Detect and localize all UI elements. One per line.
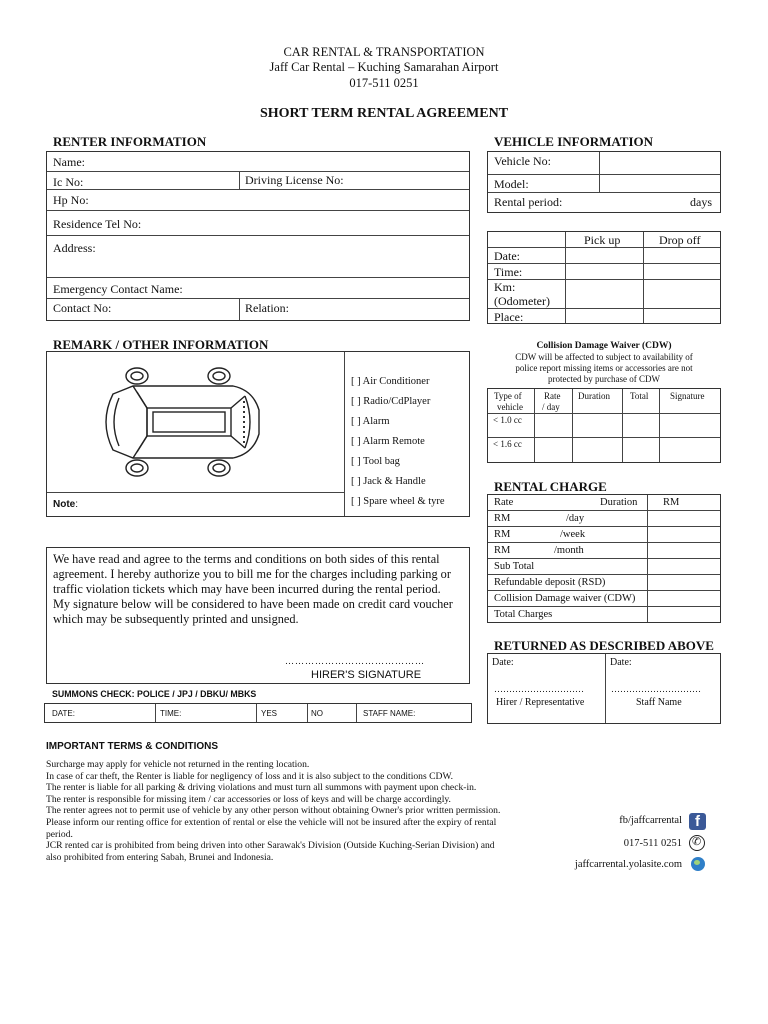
rental-period-field[interactable]: Rental period: <box>494 195 563 209</box>
hp-field[interactable]: Hp No: <box>53 193 89 207</box>
license-field[interactable]: Driving License No: <box>245 173 344 187</box>
page-title: SHORT TERM RENTAL AGREEMENT <box>259 106 509 121</box>
website-link[interactable]: jaffcarrental.yolasite.com <box>574 859 682 870</box>
address-field[interactable]: Address: <box>53 241 96 255</box>
check-spare-wheel[interactable]: [ ] Spare wheel & tyre <box>351 496 445 507</box>
term-6: Please inform our renting office for extention of rental or else the vehicle will not be insured after the expiry of rental <box>46 816 497 828</box>
summons-table <box>44 703 472 723</box>
check-alarm-remote[interactable]: [ ] Alarm Remote <box>351 436 425 447</box>
charge-duration-header: Duration <box>600 497 638 508</box>
charge-cdw: Collision Damage waiver (CDW) <box>494 593 636 604</box>
term-4: The renter is responsible for missing item / car accessories or loss of keys and will be charge accordingly. <box>46 793 451 805</box>
staff-dots[interactable]: ………………………… <box>611 684 701 694</box>
term-1: Surcharge may apply for vehicle not returned in the renting location. <box>46 759 310 770</box>
tel-field[interactable]: Residence Tel No: <box>53 217 142 231</box>
cdw-row-1: < 1.0 cc <box>493 415 522 425</box>
hirer-signature-label: HIRER'S SIGNATURE <box>311 669 422 681</box>
terms-list <box>46 759 500 863</box>
check-radio[interactable]: [ ] Radio/CdPlayer <box>351 396 431 407</box>
charge-month-unit: /month <box>554 545 584 556</box>
charge-day-unit: /day <box>566 513 585 524</box>
check-jack[interactable]: [ ] Jack & Handle <box>351 476 426 487</box>
term-7: period. <box>46 828 73 840</box>
charge-heading: RENTAL CHARGE <box>494 479 607 494</box>
emergency-field[interactable]: Emergency Contact Name: <box>53 282 183 296</box>
cdw-desc-2: police report missing items or accessories are not <box>515 363 693 373</box>
renter-box <box>46 151 470 321</box>
cdw-col-type-1: Type of <box>494 391 522 401</box>
term-8: JCR rented car is prohibited from being driven into other Sarawak's Division (Outside Kuching-Serian Division) and <box>46 840 495 852</box>
ic-field[interactable]: Ic No: <box>53 175 84 189</box>
staff-name-label: Staff Name <box>636 697 682 708</box>
name-field[interactable]: Name: <box>53 155 85 169</box>
charge-deposit: Refundable deposit (RSD) <box>494 577 606 588</box>
summons-date[interactable]: DATE: <box>52 709 75 718</box>
cdw-col-type-2: vehicle <box>497 402 523 412</box>
hirer-dots[interactable]: ………………………… <box>494 684 584 694</box>
facebook-icon[interactable]: f <box>689 813 706 830</box>
cdw-title: Collision Damage Waiver (CDW) <box>536 341 672 351</box>
cdw-col-duration: Duration <box>578 391 610 401</box>
charge-day-rm: RM <box>494 513 511 524</box>
summons-no[interactable]: NO <box>311 709 323 718</box>
summons-time[interactable]: TIME: <box>160 709 182 718</box>
contact-field[interactable]: Contact No: <box>53 301 112 315</box>
cdw-table <box>487 388 721 463</box>
trip-km-label: Km: <box>494 280 516 294</box>
days-label: days <box>690 195 712 209</box>
trip-odometer-label: (Odometer) <box>494 294 550 308</box>
signature-line[interactable]: …………………………………… <box>285 656 425 666</box>
term-5: The renter agrees not to permit use of vehicle by any other person without obtaining Owner's prior written permission. <box>46 805 501 817</box>
company-phone: 017-511 0251 <box>349 76 419 90</box>
trip-table <box>487 231 721 324</box>
phone-icon: ✆ <box>689 835 705 851</box>
vehicle-box <box>487 151 721 213</box>
charge-table <box>487 494 721 623</box>
charge-week-rm: RM <box>494 529 511 540</box>
trip-place-label: Place: <box>494 310 524 324</box>
check-alarm[interactable]: [ ] Alarm <box>351 416 390 427</box>
facebook-handle[interactable]: fb/jaffcarrental <box>619 815 682 826</box>
cdw-col-signature: Signature <box>670 391 705 401</box>
company-name: CAR RENTAL & TRANSPORTATION <box>283 45 485 59</box>
term-9: also prohibited from entering Sabah, Brunei and Indonesia. <box>46 851 274 863</box>
term-3: The renter is liable for all parking & driving violations and must turn all summons with payment upon check-in. <box>46 782 477 794</box>
charge-rm-header: RM <box>663 497 680 508</box>
charge-week-unit: /week <box>560 529 586 540</box>
agreement-box <box>46 547 470 684</box>
check-tool-bag[interactable]: [ ] Tool bag <box>351 456 400 467</box>
trip-time-label: Time: <box>494 265 523 279</box>
charge-total: Total Charges <box>494 609 553 620</box>
returned-date-2[interactable]: Date: <box>610 657 632 668</box>
globe-icon <box>691 857 705 871</box>
returned-date-1[interactable]: Date: <box>492 657 514 668</box>
charge-subtotal: Sub Total <box>494 561 535 572</box>
summons-yes[interactable]: YES <box>261 709 278 718</box>
cdw-desc-3: protected by purchase of CDW <box>548 374 660 384</box>
summons-heading: SUMMONS CHECK: POLICE / JPJ / DBKU/ MBKS <box>52 689 257 699</box>
note-label: Note: <box>53 499 79 510</box>
vehicle-heading: VEHICLE INFORMATION <box>494 134 654 149</box>
cdw-section <box>487 341 721 385</box>
car-diagram-icon <box>93 364 263 482</box>
trip-date-label: Date: <box>494 249 520 263</box>
vehicle-no-field[interactable]: Vehicle No: <box>494 154 551 168</box>
footer-phone[interactable]: 017-511 0251 <box>623 838 682 849</box>
agreement-text: We have read and agree to the terms and conditions on both sides of this rental agreement. I hereby authorize you to bill me for the charges including parking or traffic violation tickets which may have been incurred during the rental period. My signature below will be considered to have been made on credit card voucher which may be subsequently printed and unsigned. <box>53 552 453 626</box>
hirer-representative-label: Hirer / Representative <box>496 697 585 708</box>
remark-heading: REMARK / OTHER INFORMATION <box>53 337 269 352</box>
summons-staff[interactable]: STAFF NAME: <box>363 709 416 718</box>
company-branch: Jaff Car Rental – Kuching Samarahan Airport <box>269 60 499 74</box>
cdw-row-2: < 1.6 cc <box>493 439 522 449</box>
charge-rate-header: Rate <box>494 497 514 508</box>
term-2: In case of car theft, the Renter is liable for negligency of loss and it is also subject to the conditions CDW. <box>46 770 454 782</box>
remark-box <box>46 351 470 517</box>
relation-field[interactable]: Relation: <box>245 301 289 315</box>
cdw-col-rate-2: / day <box>542 402 560 412</box>
model-field[interactable]: Model: <box>494 177 529 191</box>
dropoff-header: Drop off <box>659 233 701 247</box>
check-air-conditioner[interactable]: [ ] Air Conditioner <box>351 376 430 387</box>
returned-box <box>487 653 721 724</box>
renter-heading: RENTER INFORMATION <box>53 134 207 149</box>
cdw-col-rate-1: Rate <box>544 391 561 401</box>
cdw-desc-1: CDW will be affected to subject to availability of <box>515 352 693 362</box>
charge-month-rm: RM <box>494 545 511 556</box>
returned-heading: RETURNED AS DESCRIBED ABOVE <box>494 638 714 653</box>
terms-heading: IMPORTANT TERMS & CONDITIONS <box>46 741 219 752</box>
cdw-col-total: Total <box>630 391 649 401</box>
pickup-header: Pick up <box>584 233 621 247</box>
